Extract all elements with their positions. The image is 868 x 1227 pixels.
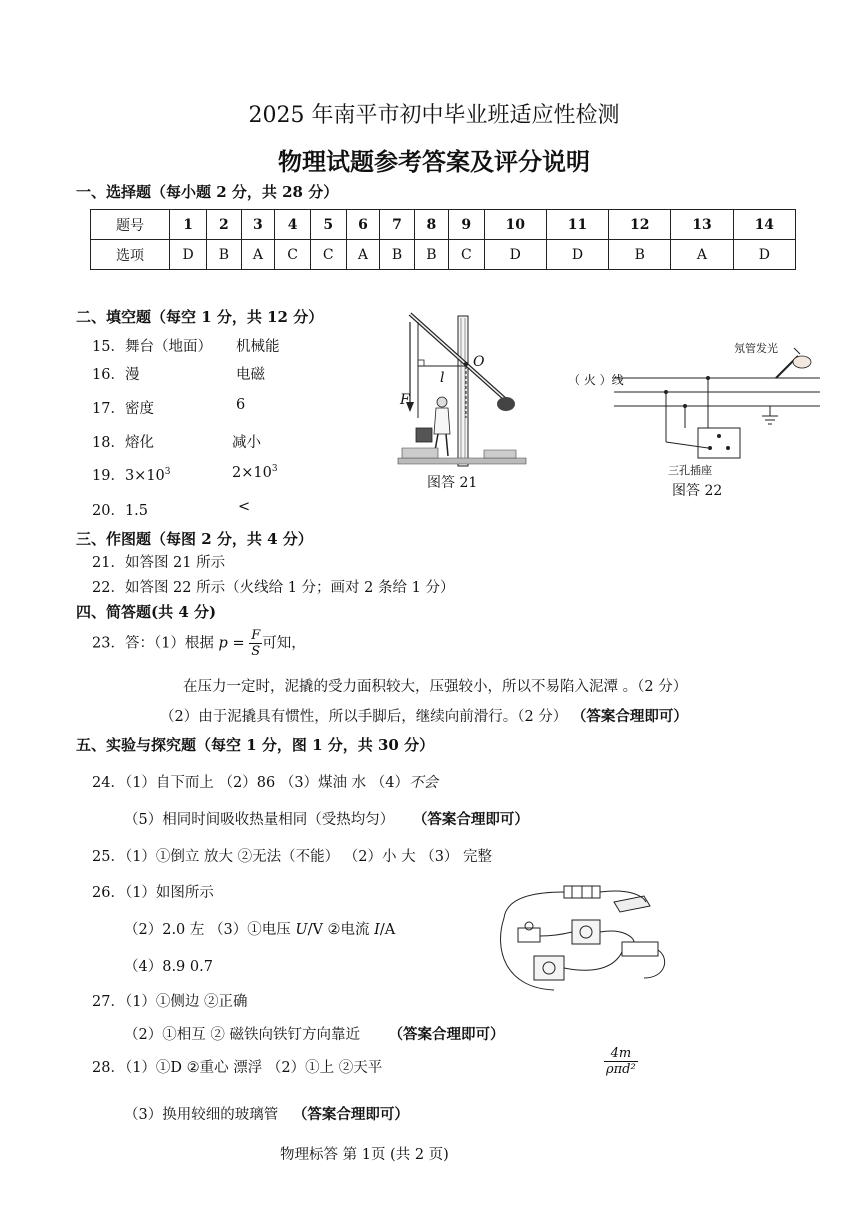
fill-answer: 电磁 [236,367,265,383]
question-number: 6 [346,210,380,240]
page-subtitle: 物理试题参考答案及评分说明 [278,147,590,176]
fill-item-15: 15．舞台（地面） [92,339,212,355]
question-number: 2 [207,210,241,240]
question-number: 4 [275,210,311,240]
fill-answer: 机械能 [236,339,280,355]
answer-26-line3: （4）8.9 0.7 [124,959,213,975]
question-number: 14 [733,210,795,240]
figure21-lever-diagram [388,308,536,470]
answer-26-line1: 26．（1）如图所示 [92,885,214,901]
answer-cell: B [380,240,414,270]
figure26-circuit-sketch [494,878,674,998]
answer-25: 25．（1）①倒立 放大 ②无法（不能） （2）小 大 （3） 完整 [92,849,493,865]
answer-cell: D [546,240,608,270]
answer-27-line2: （2）①相互 ② 磁铁向铁钉方向靠近 （答案合理即可） [124,1026,505,1043]
question-number: 13 [671,210,733,240]
answer-table [90,209,796,270]
answer-24-line1: 24．（1）自下而上 （2）86 （3）煤油 水 （4）不会 [92,775,438,791]
fill-answer: 减小 [232,435,261,451]
figure22-label-line: （ 火 ）线 [568,373,624,387]
question-number: 8 [414,210,448,240]
draw-item-22: 22．如答图 22 所示（火线给 1 分；画对 2 条给 1 分） [92,580,455,596]
answer-cell: C [449,240,485,270]
answer-24-line2: （5）相同时间吸收热量相同（受热均匀） （答案合理即可） [124,811,529,828]
question-number: 11 [546,210,608,240]
fill-item-20: 20．1.5 [92,503,149,519]
answer-cell: C [275,240,311,270]
answer-cell: A [671,240,733,270]
table-row-answers [91,240,796,270]
figure21-caption: 图答 21 [427,475,478,491]
question-number: 12 [609,210,671,240]
fill-answer: < [238,499,251,515]
figure22-label-tester: 氖管发光 [734,342,778,355]
fill-item-19: 19．$3\times 10^3$ [92,467,171,484]
answer-28-line2: （3）换用较细的玻璃管 （答案合理即可） [124,1106,409,1123]
row-label-number: 题号 [91,210,170,240]
fill-item-18: 18．熔化 [92,435,154,451]
question-number: 3 [241,210,275,240]
answer-23-line1: 23．答：（1）根据 p = $\frac{F}{S}$ 可知， [92,628,306,659]
answer-cell: D [484,240,546,270]
question-number: 7 [380,210,414,240]
question-number: 1 [170,210,207,240]
section5-title: 五、实验与探究题（每空 1 分，图 1 分，共 30 分） [76,736,435,754]
answer-23-line3: （2）由于泥撬具有惯性，所以手脚后，继续向前滑行。（2 分） （答案合理即可） [160,708,688,725]
figure22-caption: 图答 22 [672,483,723,499]
figure21-label-o: O [473,354,485,370]
figure21-label-l: l [440,370,445,386]
answer-cell: A [346,240,380,270]
section2-title: 二、填空题（每空 1 分，共 12 分） [76,308,324,326]
answer-27-line1: 27．（1）①侧边 ②正确 [92,994,248,1010]
fill-item-16: 16．漫 [92,367,140,383]
answer-cell: D [733,240,795,270]
answer-cell: B [207,240,241,270]
section1-title: 一、选择题（每小题 2 分，共 28 分） [76,183,339,201]
section3-title: 三、作图题（每图 2 分，共 4 分） [76,530,313,548]
figure21-label-f: F [400,392,410,408]
question-number: 5 [310,210,346,240]
question-number: 9 [449,210,485,240]
fill-answer: $2\times 10^3$ [232,464,278,481]
answer-cell: B [609,240,671,270]
answer-cell: C [310,240,346,270]
formula-pressure: $\frac{F}{S}$ [251,628,261,659]
row-label-answer: 选项 [91,240,170,270]
question-number: 10 [484,210,546,240]
fill-item-17: 17．密度 [92,401,154,417]
answer-23-line2: 在压力一定时，泥撬的受力面积较大，压强较小，所以不易陷入泥潭 。（2 分） [183,679,688,695]
section4-title: 四、简答题(共 4 分) [76,603,217,621]
figure22-label-socket: 三孔插座 [668,464,712,477]
formula-density: $\frac{4m}{\text{ρπd²}}$ [606,1046,636,1077]
fill-answer: 6 [236,397,246,413]
page-footer: 物理标答 第 1页 (共 2 页) [280,1147,449,1163]
answer-cell: D [170,240,207,270]
answer-26-line2: （2）2.0 左 （3）①电压 U/V ②电流 I/A [124,922,396,938]
answer-28-line1: 28．（1）①D ②重心 漂浮 （2）①上 ②天平 [92,1060,383,1076]
page-title: 2025 年南平市初中毕业班适应性检测 [248,103,620,128]
figure22-circuit-diagram [562,330,832,480]
table-row-numbers [91,210,796,240]
answer-cell: B [414,240,448,270]
answer-cell: A [241,240,275,270]
draw-item-21: 21．如答图 21 所示 [92,555,226,571]
